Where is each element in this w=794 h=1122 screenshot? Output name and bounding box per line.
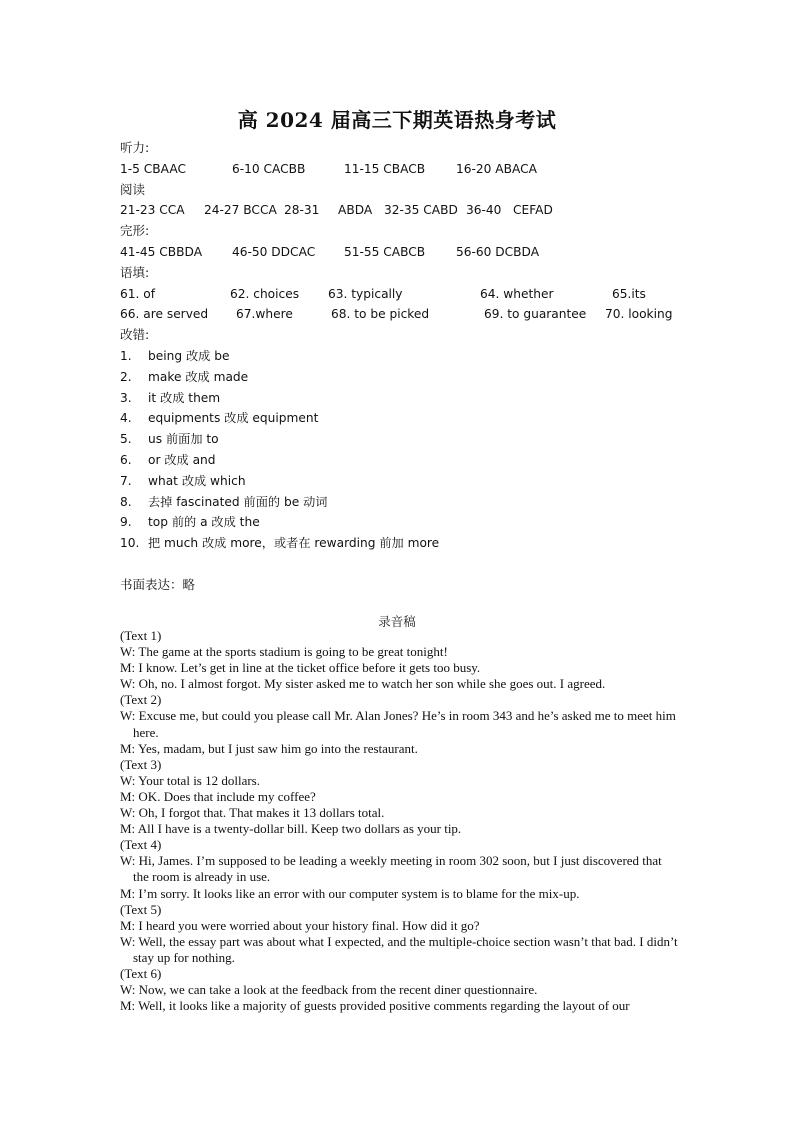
item-text: or 改成 and bbox=[148, 452, 216, 467]
transcript-line: M: OK. Does that include my coffee? bbox=[120, 788, 316, 804]
transcript-line: M: Yes, madam, but I just saw him go into the restaurant. bbox=[120, 740, 418, 756]
answer-group: 24-27 BCCA bbox=[204, 203, 277, 218]
answer-item: 61. of bbox=[120, 286, 156, 301]
item-text: what 改成 which bbox=[148, 473, 246, 488]
item-number: 10. bbox=[120, 536, 140, 551]
transcript-line: (Text 1) bbox=[120, 628, 162, 643]
item-text: it 改成 them bbox=[148, 390, 221, 405]
correction-item bbox=[120, 533, 720, 554]
reading-answers bbox=[120, 200, 720, 221]
answer-group: 36-40 bbox=[466, 203, 502, 218]
correction-item bbox=[120, 367, 720, 388]
answer-item: 63. typically bbox=[328, 286, 403, 301]
answer-group: 21-23 CCA bbox=[120, 203, 185, 218]
correction-item bbox=[120, 450, 720, 471]
answer-item: 64. whether bbox=[480, 286, 554, 301]
transcript-line: (Text 4) bbox=[120, 837, 162, 853]
transcript-line: (Text 6) bbox=[120, 965, 162, 981]
correction-item bbox=[120, 471, 720, 492]
correction-item bbox=[120, 429, 720, 450]
answer-group: 51-55 CABCB bbox=[344, 244, 426, 259]
answer-item: 69. to guarantee bbox=[484, 307, 587, 322]
transcript-line: W: The game at the sports stadium is going to be great tonight! bbox=[120, 644, 448, 660]
answer-group: ABDA bbox=[338, 203, 373, 218]
transcript-title: 录音稿 bbox=[378, 614, 416, 629]
answer-key bbox=[120, 138, 720, 596]
item-number: 3. bbox=[120, 390, 132, 405]
answer-group: 46-50 DDCAC bbox=[232, 244, 316, 259]
transcript-line: W: Your total is 12 dollars. bbox=[120, 772, 260, 788]
page-title: 高 2024 届高三下期英语热身考试 bbox=[237, 108, 557, 132]
item-number: 4. bbox=[120, 411, 132, 426]
transcript-line: (Text 5) bbox=[120, 901, 162, 917]
listening-heading: 听力: bbox=[120, 140, 150, 155]
transcript-line: (Text 2) bbox=[120, 692, 162, 708]
item-text: make 改成 made bbox=[148, 369, 249, 384]
item-number: 5. bbox=[120, 432, 132, 447]
answer-item: 66. are served bbox=[120, 307, 209, 322]
answer-group: 28-31 bbox=[284, 203, 320, 218]
correction-item bbox=[120, 346, 720, 367]
answer-group: 11-15 CBACB bbox=[344, 161, 426, 176]
correction-item bbox=[120, 492, 720, 513]
grammar-fill-row bbox=[120, 304, 720, 325]
transcript-line: W: Oh, no. I almost forgot. My sister asked me to watch her son while she goes out. I agreed. bbox=[120, 676, 606, 692]
cloze-heading: 完形: bbox=[120, 223, 150, 239]
cloze-answers bbox=[120, 242, 720, 263]
item-text: 把 much 改成 more，或者在 rewarding 前加 more bbox=[148, 536, 440, 551]
answer-group: 6-10 CACBB bbox=[232, 161, 306, 176]
item-number: 6. bbox=[120, 452, 132, 467]
transcript-line: (Text 3) bbox=[120, 756, 162, 772]
correction-item bbox=[120, 408, 720, 429]
transcript-line: W: Excuse me, but could you please call Mr. Alan Jones? He’s in room 343 and he’s asked me to meet him here. bbox=[120, 708, 676, 740]
transcript-line: M: I know. Let’s get in line at the ticket office before it gets too busy. bbox=[120, 660, 481, 676]
transcript-line: W: Well, the essay part was about what I expected, and the multiple-choice section wasn’t that bad. I didn’t stay up for nothing. bbox=[120, 933, 678, 965]
answer-item: 67.where bbox=[236, 307, 293, 322]
reading-heading: 阅读 bbox=[120, 181, 146, 197]
item-text: being 改成 be bbox=[148, 348, 230, 363]
transcript-line: W: Hi, James. I’m supposed to be leading a weekly meeting in room 302 soon, but I just discovered that the room is already in use. bbox=[120, 853, 662, 885]
listening-answers bbox=[120, 159, 720, 180]
item-text: top 前的 a 改成 the bbox=[148, 515, 260, 530]
correction-item bbox=[120, 512, 720, 533]
correction-item bbox=[120, 388, 720, 409]
transcript-line: M: I’m sorry. It looks like an error with our computer system is to blame for the mix-up. bbox=[120, 885, 580, 901]
answer-item: 65.its bbox=[612, 286, 646, 301]
answer-item: 68. to be picked bbox=[331, 307, 430, 322]
answer-group: 56-60 DCBDA bbox=[456, 244, 540, 259]
writing-note: 书面表达：略 bbox=[120, 576, 196, 592]
answer-group: 41-45 CBBDA bbox=[120, 244, 203, 259]
item-number: 2. bbox=[120, 369, 132, 384]
item-number: 1. bbox=[120, 348, 132, 363]
transcript-line: W: Now, we can take a look at the feedback from the recent diner questionnaire. bbox=[120, 982, 538, 998]
grammar-fill-row bbox=[120, 284, 720, 305]
transcript-line: W: Oh, I forgot that. That makes it 13 dollars total. bbox=[120, 805, 385, 821]
item-text: 去掉 fascinated 前面的 be 动词 bbox=[148, 494, 328, 509]
item-number: 7. bbox=[120, 473, 132, 488]
item-text: equipments 改成 equipment bbox=[148, 411, 319, 426]
error-correction-heading: 改错: bbox=[120, 327, 150, 343]
answer-group: 16-20 ABACA bbox=[456, 161, 537, 176]
grammar-fill-heading: 语填: bbox=[120, 264, 150, 280]
answer-group: 1-5 CBAAC bbox=[120, 161, 186, 176]
answer-item: 70. looking bbox=[605, 307, 673, 322]
transcript-body bbox=[120, 628, 680, 1014]
transcript-line: M: All I have is a twenty-dollar bill. Keep two dollars as your tip. bbox=[120, 821, 462, 837]
answer-group: 32-35 CABD bbox=[384, 203, 458, 218]
transcript-line: M: Well, it looks like a majority of guests provided positive comments regarding the layout of our bbox=[120, 998, 630, 1014]
item-number: 8. bbox=[120, 494, 132, 509]
answer-group: CEFAD bbox=[513, 203, 553, 218]
answer-item: 62. choices bbox=[230, 286, 300, 301]
transcript-line: M: I heard you were worried about your history final. How did it go? bbox=[120, 917, 480, 933]
item-number: 9. bbox=[120, 515, 132, 530]
item-text: us 前面加 to bbox=[148, 432, 219, 447]
